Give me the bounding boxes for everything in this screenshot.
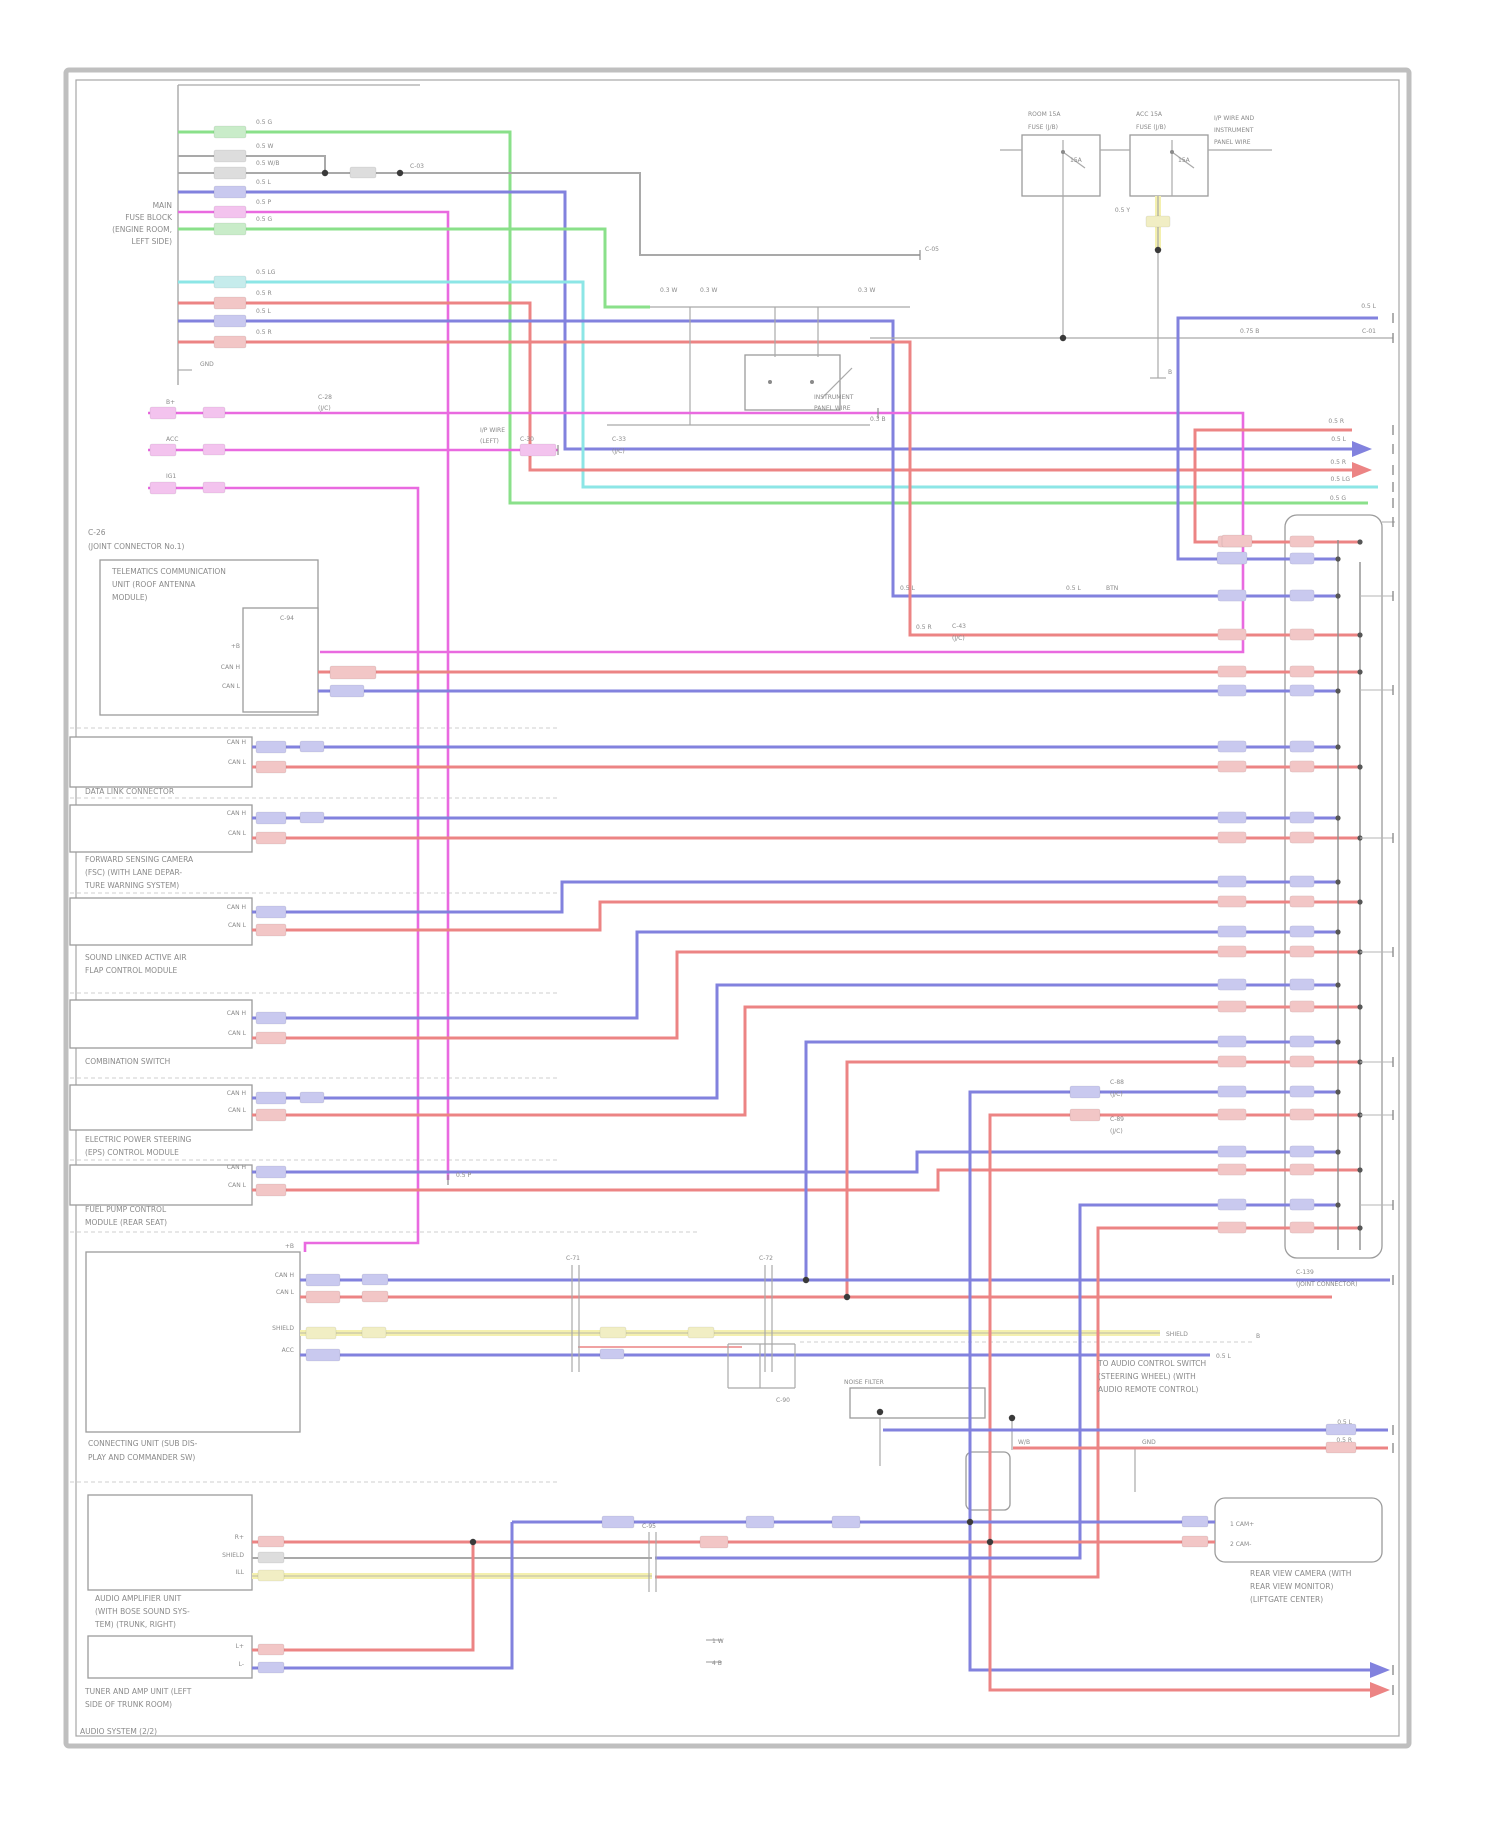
- wire-label-chip: [1070, 1109, 1100, 1121]
- diagram-label: AUDIO AMPLIFIER UNIT: [95, 1594, 182, 1603]
- diagram-label: 0.5 L: [1361, 303, 1376, 310]
- diagram-label: 0.5 G: [256, 119, 273, 126]
- wire-label-chip: [330, 685, 364, 697]
- diagram-label: BTN: [1106, 585, 1119, 592]
- wire-label-chip: [203, 444, 225, 455]
- wire-label-chip: [256, 1012, 286, 1024]
- diagram-label: INSTRUMENT: [814, 394, 854, 401]
- diagram-label: C-43: [952, 623, 966, 630]
- wire-label-chip: [256, 1184, 286, 1196]
- diagram-label: UNIT (ROOF ANTENNA: [112, 580, 196, 589]
- diagram-label: C-95: [642, 1523, 656, 1530]
- wire-label-chip: [330, 666, 376, 679]
- diagram-label: 15A: [1178, 157, 1190, 164]
- diagram-label: (ENGINE ROOM,: [112, 225, 172, 234]
- diagram-label: CAN L: [227, 1030, 246, 1037]
- diagram-label: GND: [200, 361, 214, 368]
- wire-label-chip: [600, 1349, 624, 1359]
- diagram-label: 0.5 R: [1330, 459, 1346, 466]
- wire-label-chip: [214, 186, 246, 198]
- module-g-box: [86, 1252, 300, 1432]
- off-page-arrow: [1370, 1682, 1390, 1698]
- wire-label-chip: [214, 223, 246, 235]
- diagram-label: C-05: [925, 246, 939, 253]
- diagram-label: MODULE): [112, 593, 148, 602]
- diagram-label: I/P WIRE: [480, 427, 505, 434]
- diagram-label: C-94: [280, 615, 294, 622]
- wire-label-chip: [214, 150, 246, 162]
- wire-label-chip: [214, 126, 246, 138]
- diagram-label: 0.5 W/B: [256, 160, 280, 167]
- diagram-label: W/B: [1018, 1439, 1031, 1446]
- wire-label-chip: [306, 1327, 336, 1339]
- diagram-label: CAN H: [220, 664, 240, 671]
- module-f-box: [70, 1165, 252, 1205]
- diagram-label: L+: [235, 1643, 244, 1650]
- diagram-label: TEM) (TRUNK, RIGHT): [95, 1620, 176, 1629]
- wire-label-chip: [203, 407, 225, 418]
- diagram-label: +B: [230, 643, 240, 650]
- diagram-label: (JOINT CONNECTOR No.1): [88, 542, 185, 551]
- diagram-label: 0.5 LG: [1330, 476, 1350, 483]
- wire-label-chip: [214, 336, 246, 348]
- diagram-label: 0.5 G: [256, 216, 273, 223]
- wire-label-chip: [258, 1570, 284, 1581]
- diagram-label: CAN H: [226, 1164, 246, 1171]
- wire-label-chip: [150, 482, 176, 494]
- module-a-box: [70, 737, 252, 787]
- wire-label-chip: [1146, 216, 1170, 227]
- diagram-label: CAN L: [227, 1182, 246, 1189]
- wire-label-chip: [258, 1552, 284, 1563]
- diagram-label: COMBINATION SWITCH: [85, 1057, 171, 1066]
- wire-label-chip: [362, 1291, 388, 1302]
- wire-label-chip: [300, 1092, 324, 1103]
- diagram-label: SHIELD: [272, 1325, 294, 1332]
- diagram-label: IG1: [166, 473, 177, 480]
- module-c-box: [70, 898, 252, 945]
- off-page-arrow: [1370, 1662, 1390, 1678]
- diagram-label: 4 B: [712, 1660, 722, 1667]
- wire-label-chip: [150, 407, 176, 419]
- wire-label-chip: [256, 924, 286, 936]
- wire-label-chip: [256, 761, 286, 773]
- diagram-label: FUSE (J/B): [1136, 124, 1166, 131]
- module-h2-box: [88, 1636, 252, 1678]
- diagram-label: CAN L: [227, 1107, 246, 1114]
- diagram-label: (J/C): [1110, 1128, 1123, 1135]
- diagram-label: 0.5 P: [256, 199, 272, 206]
- off-page-arrow: [1352, 441, 1372, 457]
- diagram-label: (LEFT): [480, 438, 499, 445]
- diagram-label: 0.3 W: [660, 287, 678, 294]
- wire-label-chip: [258, 1536, 284, 1547]
- diagram-label: ACC: [166, 436, 179, 443]
- diagram-label: (EPS) CONTROL MODULE: [85, 1148, 179, 1157]
- border-ticks: [448, 250, 1393, 1695]
- diagram-label: REAR VIEW CAMERA (WITH: [1250, 1569, 1352, 1578]
- diagram-label: C-71: [566, 1255, 580, 1262]
- diagram-label: 0.5 R: [916, 624, 932, 631]
- diagram-label: CAN L: [221, 683, 240, 690]
- diagram-label: CAN H: [274, 1272, 294, 1279]
- diagram-label: C-03: [410, 163, 424, 170]
- diagram-label: (LIFTGATE CENTER): [1250, 1595, 1324, 1604]
- diagram-label: 0.5 R: [256, 329, 272, 336]
- wire-label-chip: [214, 315, 246, 327]
- diagram-label: ROOM 15A: [1028, 111, 1061, 118]
- diagram-label: 1 W: [712, 1638, 724, 1645]
- diagram-label: 0.5 L: [1337, 1419, 1352, 1426]
- wire-label-chip: [214, 276, 246, 288]
- wire-label-chip: [256, 741, 286, 753]
- diagram-label: C-01: [1362, 328, 1376, 335]
- wire-label-chip: [602, 1516, 634, 1528]
- diagram-label: 0.5 W: [256, 143, 274, 150]
- diagram-label: REAR VIEW MONITOR): [1250, 1582, 1334, 1591]
- diagram-label: 0.5 L: [256, 179, 271, 186]
- diagram-label: FUSE BLOCK: [125, 213, 172, 222]
- wire-label-chip: [214, 297, 246, 309]
- wire-gray: [1098, 1448, 1135, 1492]
- diagram-label: SIDE OF TRUNK ROOM): [85, 1700, 173, 1709]
- wire-gray: [178, 156, 325, 173]
- diagram-label: CAN H: [226, 739, 246, 746]
- diagram-label: +B: [284, 1243, 294, 1250]
- diagram-label: CAN L: [227, 830, 246, 837]
- diagram-label: SHIELD: [222, 1552, 244, 1559]
- diagram-label: CAN H: [226, 1090, 246, 1097]
- diagram-label: AUDIO REMOTE CONTROL): [1098, 1385, 1199, 1394]
- wire-label-chip: [520, 444, 556, 456]
- diagram-label: (J/C): [318, 405, 331, 412]
- rear-camera-box: [1215, 1498, 1382, 1562]
- wire-label-chip: [258, 1662, 284, 1673]
- diagram-label: PLAY AND COMMANDER SW): [88, 1453, 196, 1462]
- diagram-label: (J/C): [952, 635, 965, 642]
- diagram-label: FORWARD SENSING CAMERA: [85, 855, 194, 864]
- diagram-label: I/P WIRE AND: [1214, 115, 1255, 122]
- diagram-label: C-139: [1296, 1269, 1314, 1276]
- diagram-label: TO AUDIO CONTROL SWITCH: [1098, 1359, 1207, 1368]
- wire-label-chip: [1070, 1086, 1100, 1098]
- diagram-label: (J/C): [1110, 1091, 1123, 1098]
- wire-blue: [252, 932, 1338, 1018]
- diagram-label: 0.5 Y: [1114, 207, 1130, 214]
- diagram-label: 0.5 LG: [256, 269, 276, 276]
- diagram-label: FLAP CONTROL MODULE: [85, 966, 178, 975]
- diagram-label: 0.5 R: [256, 290, 272, 297]
- diagram-label: 0.5 L: [256, 308, 271, 315]
- wire-label-chip: [256, 832, 286, 844]
- diagram-label: C-89: [1110, 1116, 1124, 1123]
- diagram-label: 0.5 R: [1328, 418, 1344, 425]
- telematics-inner-box: [243, 608, 318, 712]
- diagram-label: GND: [1142, 1439, 1156, 1446]
- diagram-label: FUEL PUMP CONTROL: [85, 1205, 167, 1214]
- diagram-label: (J/C): [612, 448, 625, 455]
- diagram-label: 0.3 B: [870, 416, 886, 423]
- diagram-label: PANEL WIRE: [814, 405, 851, 412]
- diagram-label: 0.3 W: [858, 287, 876, 294]
- diagram-label: 0.75 B: [1240, 328, 1260, 335]
- diagram-label: (FSC) (WITH LANE DEPAR-: [85, 868, 183, 877]
- diagram-label: C-33: [612, 436, 626, 443]
- wire-label-chip: [256, 1109, 286, 1121]
- diagram-label: C-28: [318, 394, 332, 401]
- diagram-label: AUDIO SYSTEM (2/2): [80, 1727, 158, 1736]
- wires: [148, 85, 1395, 1690]
- wire-label-chip: [256, 1166, 286, 1178]
- module-e-box: [70, 1085, 252, 1130]
- diagram-label: SHIELD: [1166, 1331, 1188, 1338]
- diagram-label: 0.5 L: [1066, 585, 1081, 592]
- diode-box: [966, 1452, 1010, 1510]
- wire-label-chip: [700, 1536, 728, 1548]
- diagram-label: LEFT SIDE): [131, 237, 172, 246]
- diagram-label: L-: [238, 1661, 244, 1668]
- wire-green: [178, 229, 650, 307]
- diagram-label: CAN H: [226, 1010, 246, 1017]
- wire-label-chip: [1217, 552, 1247, 564]
- diagram-label: INSTRUMENT: [1214, 127, 1254, 134]
- diagram-label: C-30: [520, 436, 534, 443]
- wire-blue: [252, 882, 1338, 912]
- diagram-label: PANEL WIRE: [1214, 139, 1251, 146]
- wire-label-chip: [1182, 1516, 1208, 1527]
- wire-label-chip: [1222, 535, 1252, 547]
- diagram-label: C-90: [776, 1397, 790, 1404]
- diagram-label: CAN L: [275, 1289, 294, 1296]
- diagram-label: TUNER AND AMP UNIT (LEFT: [85, 1687, 192, 1696]
- diagram-labels: [80, 111, 1377, 1736]
- module-d-box: [70, 1000, 252, 1048]
- diagram-label: (JOINT CONNECTOR): [1296, 1281, 1358, 1288]
- diagram-label: 0.5 P: [456, 1172, 472, 1179]
- diagram-label: R+: [234, 1534, 244, 1541]
- diagram-label: 0.3 W: [700, 287, 718, 294]
- diagram-label: ILL: [235, 1569, 244, 1576]
- wire-label-chip: [362, 1274, 388, 1285]
- wire-label-chip: [746, 1516, 774, 1528]
- off-page-arrow: [1352, 462, 1372, 478]
- diagram-label: C-26: [88, 528, 106, 537]
- wire-red: [847, 1062, 1360, 1297]
- diagram-label: 2 CAM-: [1230, 1541, 1252, 1548]
- wire-label-chip: [832, 1516, 860, 1528]
- diagram-label: C-72: [759, 1255, 773, 1262]
- wire-label-chip: [256, 1092, 286, 1104]
- diagram-label: ELECTRIC POWER STEERING: [85, 1135, 192, 1144]
- wire-label-chip: [256, 1032, 286, 1044]
- fuse-box-1: [1022, 135, 1100, 196]
- wire-label-chip: [256, 906, 286, 918]
- diagram-label: NOISE FILTER: [844, 1379, 884, 1386]
- wire-label-chip: [362, 1327, 386, 1338]
- wire-label-chip: [214, 167, 246, 179]
- wire-gray: [178, 173, 920, 255]
- wire-label-chip: [600, 1327, 626, 1338]
- diagram-label: B: [1168, 369, 1173, 376]
- wire-label-chip: [1182, 1536, 1208, 1547]
- wire-label-chip: [214, 206, 246, 218]
- diagram-label: 0.5 R: [1336, 1437, 1352, 1444]
- wire-label-chip: [300, 741, 324, 752]
- diagram-label: (STEERING WHEEL) (WITH: [1098, 1372, 1196, 1381]
- diagram-label: MODULE (REAR SEAT): [85, 1218, 168, 1227]
- diagram-label: 0.5 L: [1216, 1353, 1231, 1360]
- diagram-label: TELEMATICS COMMUNICATION: [112, 567, 226, 576]
- wire-label-chip: [258, 1644, 284, 1655]
- wire-label-chip: [306, 1291, 340, 1303]
- diagram-label: 0.5 L: [1331, 436, 1346, 443]
- diagram-label: B+: [166, 399, 176, 406]
- center-relay-box: [745, 355, 840, 410]
- diagram-label: DATA LINK CONNECTOR: [85, 787, 175, 796]
- diagram-label: (WITH BOSE SOUND SYS-: [95, 1607, 190, 1616]
- wire-label-chip: [150, 444, 176, 456]
- wire-label-chip: [300, 812, 324, 823]
- diagram-label: B: [1256, 1333, 1261, 1340]
- diagram-label: CAN L: [227, 759, 246, 766]
- module-b-box: [70, 805, 252, 852]
- wire-label-chip: [350, 167, 376, 178]
- diagram-label: ACC: [281, 1347, 294, 1354]
- fuse-box-2: [1130, 135, 1208, 196]
- wire-blue: [806, 1042, 1338, 1280]
- wire-label-chip: [306, 1274, 340, 1286]
- diagram-label: C-88: [1110, 1079, 1124, 1086]
- diagram-label: 0.5 L: [900, 585, 915, 592]
- wire-label-chip: [203, 482, 225, 493]
- diagram-label: CAN L: [227, 922, 246, 929]
- wire-label-chip: [306, 1349, 340, 1361]
- module-h-box: [88, 1495, 252, 1590]
- wire-label-chip: [256, 812, 286, 824]
- wire-label-chip: [688, 1327, 714, 1338]
- diagram-label: CONNECTING UNIT (SUB DIS-: [88, 1439, 198, 1448]
- diagram-label: SOUND LINKED ACTIVE AIR: [85, 953, 187, 962]
- diagram-label: 15A: [1070, 157, 1082, 164]
- diagram-label: 0.5 G: [1329, 495, 1346, 502]
- diagram-label: TURE WARNING SYSTEM): [85, 881, 180, 890]
- diagram-label: CAN H: [226, 904, 246, 911]
- diagram-label: FUSE (J/B): [1028, 124, 1058, 131]
- diagram-label: CAN H: [226, 810, 246, 817]
- diagram-label: 1 CAM+: [1230, 1521, 1255, 1528]
- diagram-label: MAIN: [152, 201, 172, 210]
- diagram-label: ACC 15A: [1136, 111, 1163, 118]
- noise-filter-box: [850, 1388, 985, 1418]
